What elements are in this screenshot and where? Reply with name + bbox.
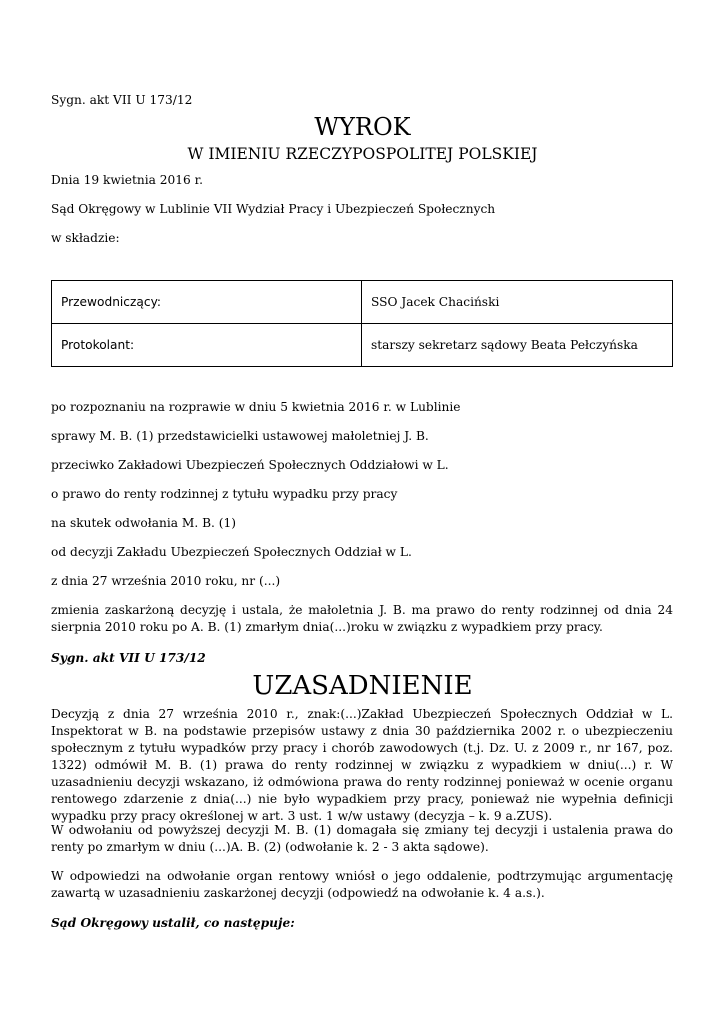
verdict-line: z dnia 27 września 2010 roku, nr (...) — [51, 574, 281, 588]
role-cell: Protokolant: — [52, 324, 362, 367]
judgment-title: WYROK — [314, 113, 411, 141]
verdict-line: przeciwko Zakładowi Ubezpieczeń Społecznych Oddziałowi w L. — [51, 458, 449, 472]
justification-signature: Sygn. akt VII U 173/12 — [51, 651, 206, 665]
composition-intro: w składzie: — [51, 231, 120, 245]
justification-paragraph: W odwołaniu od powyższej decyzji M. B. (1) domagała się zmiany tej decyzji i ustalenia prawa do renty po zmarłym w dniu (...)A. B. (2) (odwołanie k. 2 - 3 akta sądowe). — [51, 823, 673, 854]
court-name: Sąd Okręgowy w Lublinie VII Wydział Pracy i Ubezpieczeń Społecznych — [51, 202, 496, 216]
composition-table — [51, 280, 673, 367]
person-cell: starszy sekretarz sądowy Beata Pełczyńska — [362, 324, 673, 367]
table-row — [52, 281, 673, 324]
verdict-line: o prawo do renty rodzinnej z tytułu wypadku przy pracy — [51, 487, 398, 501]
verdict-line: na skutek odwołania M. B. (1) — [51, 516, 237, 530]
table-row — [52, 324, 673, 367]
justification-title: UZASADNIENIE — [252, 671, 473, 701]
verdict-line: od decyzji Zakładu Ubezpieczeń Społecznych Oddział w L. — [51, 545, 412, 559]
judgment-date: Dnia 19 kwietnia 2016 r. — [51, 173, 204, 187]
verdict-line: sprawy M. B. (1) przedstawicielki ustawowej małoletniej J. B. — [51, 429, 429, 443]
justification-paragraph: Decyzją z dnia 27 września 2010 r., znak:(...)Zakład Ubezpieczeń Społecznych Oddział w L. Inspektorat w B. na podstawie przepisów ustawy z dnia 30 października 2002 r. o ubezpieczeniu społecznym z tytułu wypadków przy pracy i chorób zawodowych (t.j. Dz. U. z 2009 r., nr 167, poz. 1322) odmówił M. B. (1) prawa do renty rodzinnej w związku z wypadkiem w dniu(...) r. W uzasadnieniu decyzji wskazano, iż odmówiona prawa do renty rodzinnej ponieważ w ocenie organu rentowego zdarzenie z dnia(...) nie było wypadkiem przy pracy, ponieważ nie wypełnia definicji wypadku przy pracy określonej w art. 3 ust. 1 w/w ustawy (decyzja – k. 9 a.ZUS). — [51, 707, 673, 823]
findings-heading: Sąd Okręgowy ustalił, co następuje: — [51, 916, 295, 930]
case-signature: Sygn. akt VII U 173/12 — [51, 93, 193, 107]
judgment-subtitle: W IMIENIU RZECZYPOSPOLITEJ POLSKIEJ — [187, 145, 538, 163]
verdict-line: po rozpoznaniu na rozprawie w dniu 5 kwietnia 2016 r. w Lublinie — [51, 400, 461, 414]
role-cell: Przewodniczący: — [52, 281, 362, 324]
person-cell: SSO Jacek Chaciński — [362, 281, 673, 324]
justification-paragraph: W odpowiedzi na odwołanie organ rentowy wniósł o jego oddalenie, podtrzymując argumentację zawartą w uzasadnieniu zaskarżonej decyzji (odpowiedź na odwołanie k. 4 a.s.). — [51, 869, 673, 900]
ruling-paragraph: zmienia zaskarżoną decyzję i ustala, że małoletnia J. B. ma prawo do renty rodzinnej od dnia 24 sierpnia 2010 roku po A. B. (1) zmarłym dnia(...)roku w związku z wypadkiem przy pracy. — [51, 603, 673, 634]
